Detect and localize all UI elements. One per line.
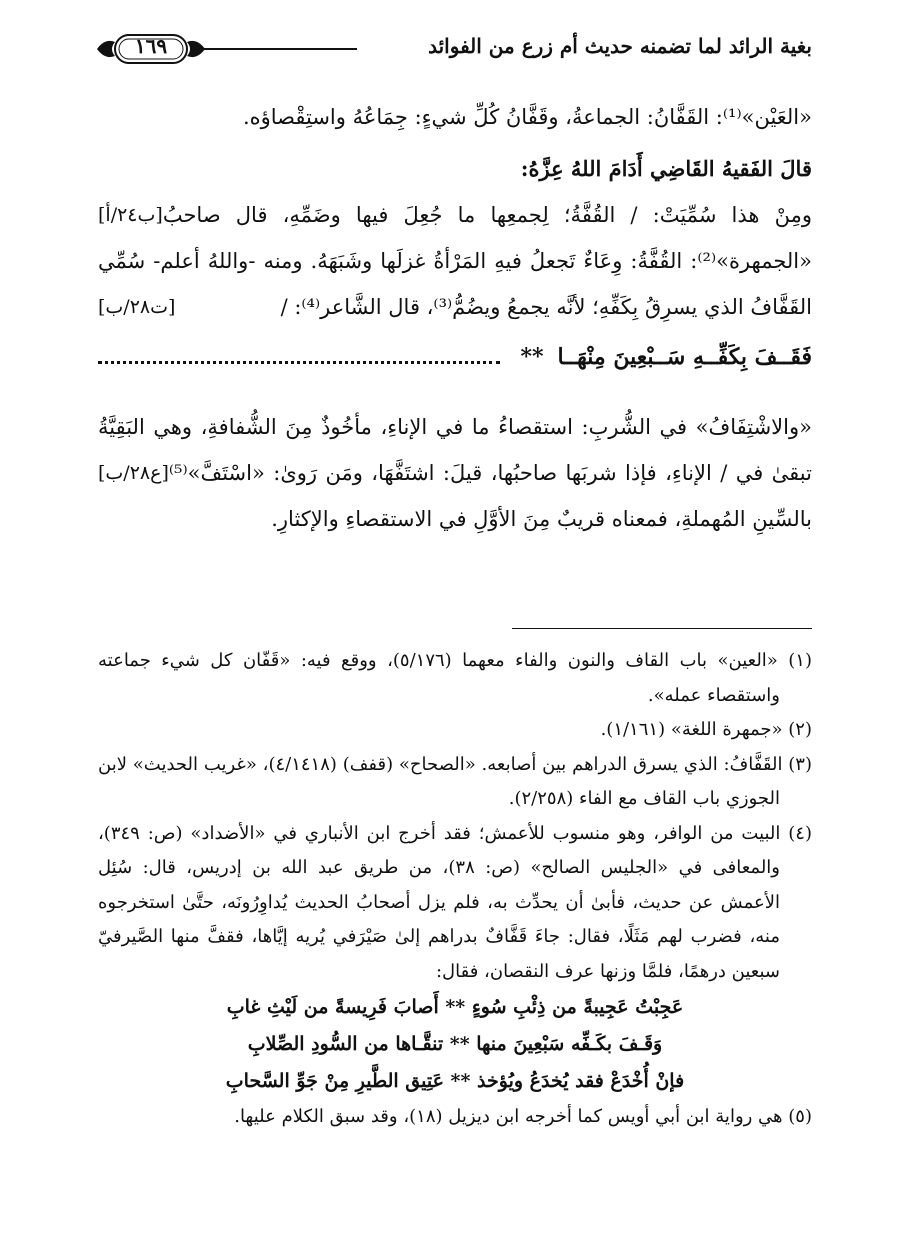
footnote-5: (٥) هي رواية ابن أبي أويس كما أخرجه ابن ديزيل (١٨)، وقد سبق الكلام عليها. [234, 1106, 812, 1127]
footnote-4: (٤) البيت من الوافر، وهو منسوب للأعمش؛ فقد أخرج ابن الأنباري في «الأضداد» (ص: ٣٤٩)، والمعافى في «الجليس الصالح» (ص: ٣٨)، من طريق عبد الله بن إدريس، قال: سُئِل الأعمش عن حديث، فأبىٰ أن يحدِّث به، فلم يزل أصحابُ الحديث يُداوِرُونَه، حتَّىٰ استخرجوه منه، فضرب لهم مَثَلًا، فقال: جاءَ قَفَّافٌ بدراهم إلىٰ صَيْرَفي يُريه إيَّاها، فقفَّ منها الصَّيرفيّ سبعين درهمًا، فلمَّا وزنها عرف النقصان، فقال: [98, 822, 812, 982]
verse-separator: ** [520, 344, 544, 370]
paragraph-3 [98, 404, 812, 542]
poem-line: فإنْ أُخْدَعْ فقد يُخدَعُ ويُؤخذ ** عَتِيق الطَّيرِ مِنْ جَوِّ السَّحابِ [225, 1070, 685, 1092]
paragraph-1: «العَيْن»⁽¹⁾: القَفَّانُ: الجماعةُ، وقَفَّانُ كُلِّ شيءٍ: جِمَاعُهُ واستِقْصاؤه. [242, 105, 812, 129]
footnote-separator [512, 628, 812, 629]
poem-line: وَقَـفَ بكَـفِّه سَبْعِينَ منها ** تنقَّـاها من السُّودِ الصِّلابِ [247, 1033, 663, 1055]
paragraph-2-rest: «الجمهرة»⁽²⁾: القُفَّةُ: وِعَاءٌ تَجعلُ فيهِ المَرْأةُ غزلَها وشَبَهَهُ. ومنه -واللهُ أعلم- سُمِّي القَفَّافُ الذي يسرِقُ بِكَفِّهِ؛ لأنَّه يجمعُ ويضُمُّ⁽³⁾، قال الشَّاعر⁽⁴⁾: / [98, 249, 812, 319]
paragraph-3-text: «والاشْتِفَافُ» في الشُّربِ: استقصاءُ ما في الإناءِ، مأخُوذٌ مِنَ الشُّفافةِ، وهي البَقِيَّةُ تبقىٰ في / الإناءِ، فإذا شربَها صاحبُها، قيلَ: اشتَفَّهَا، ومَن رَوىٰ: [98, 415, 812, 485]
verse-hemistich: فَقَــفَ بِكَفِّــهِ سَــبْعِينَ مِنْهَــا [557, 344, 812, 370]
section-heading: قالَ الفَقيهُ القَاضِي أَدَامَ اللهُ عِزَّهُ: [520, 156, 812, 181]
verse-line [98, 334, 812, 380]
footnotes [98, 644, 812, 1135]
verse-ellipsis [98, 351, 500, 364]
manuscript-tag: [ع٢٨/ب] [98, 462, 169, 484]
manuscript-tag: [ت٢٨/ب] [98, 296, 176, 318]
main-text [98, 94, 812, 542]
paragraph-3-end: «اسْتَفَّ»⁽⁵⁾ بالسِّينِ المُهملةِ، فمعناه قريبٌ مِنَ الأوَّلِ في الاستقصاءِ والإكثارِ. [168, 461, 812, 531]
footnote-2: (٢) «جمهرة اللغة» (١/١٦١). [600, 719, 812, 740]
page-number: ١٦٩ [134, 34, 168, 58]
poem-line: عَجِبْتُ عَجِيبةً من ذِئْبِ سُوءٍ ** أَصابَ فَرِيسةً من لَيْثِ غابِ [226, 996, 684, 1018]
running-title: بغية الرائد لما تضمنه حديث أم زرع من الفوائد [428, 34, 812, 58]
paragraph-2 [98, 192, 812, 330]
footnote-3: (٣) القَفَّافُ: الذي يسرق الدراهم بين أصابعه. «الصحاح» (قفف) (٤/١٤١٨)، «غريب الحديث» لابن الجوزي باب القاف مع الفاء (٢/٢٥٨). [98, 753, 812, 809]
manuscript-tag: [ب٢٤/أ] [98, 204, 163, 226]
header-rule [203, 48, 357, 50]
page-header [95, 30, 812, 70]
paragraph-2-line-1: ومِنْ هذا سُمِّيَتْ: / القُفَّةُ؛ لِجمعِها ما جُعِلَ فيها وضَمِّهِ، قال صاحبُ [162, 203, 812, 227]
footnote-1: (١) «العين» باب القاف والنون والفاء معهما (٥/١٧٦)، ووقع فيه: «قَفّان كل شيء جماعته واستقصاء عمله». [98, 650, 812, 706]
